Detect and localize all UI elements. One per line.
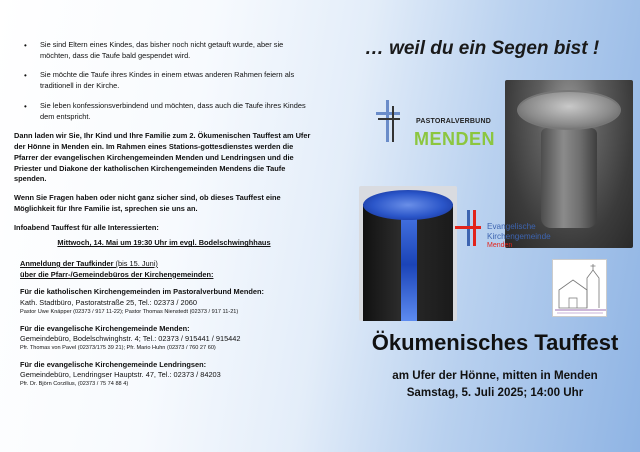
question-paragraph: Wenn Sie Fragen haben oder nicht ganz sicher sind, ob dieses Tauffest eine Möglichkeit für Ihre Familie ist, sprechen sie uns an. <box>14 193 281 213</box>
logo-text-menden-red: Menden <box>487 242 513 249</box>
contact-heading: Für die katholischen Kirchengemeinden im Pastoralverbund Menden: <box>20 287 264 297</box>
evangelische-kirchengemeinde-logo <box>455 206 575 266</box>
bullet-item: • Sie sind Eltern eines Kindes, das bisher noch nicht getauft wurde, aber sie möchten, dass die Taufe bald gespendet wird. <box>24 40 284 60</box>
contact-block <box>20 360 314 389</box>
contact-block <box>20 287 314 316</box>
event-location: am Ufer der Hönne, mitten in Menden <box>392 369 598 382</box>
logo-text-pastoralverbund: PASTORALVERBUND <box>416 118 491 125</box>
contact-office: Kath. Stadtbüro, Pastoratstraße 25, Tel.: 02373 / 2060 <box>20 298 197 308</box>
contact-persons: Pfr. Thomas von Pavel (02373/175 39 21); Pfr. Mario Huhn (02373 / 760 27 60) <box>20 344 216 351</box>
event-title: Ökumenisches Tauffest <box>371 330 619 355</box>
logo-text-kirchengemeinde: Kirchengemeinde <box>487 232 551 241</box>
registration-subheading: über die Pfarr-/Gemeindebüros der Kirchengemeinden: <box>20 269 214 279</box>
bullet-item: • Sie möchte die Taufe ihres Kindes in einem etwas anderen Rahmen feiern als traditionell in der Kirche. <box>24 70 295 91</box>
bullet-item: • Sie leben konfessionsverbindend und möchten, dass auch die Taufe ihres Kindes dem entspricht. <box>24 100 306 121</box>
bullet-icon: • <box>24 71 27 81</box>
blue-baptismal-font-photo <box>359 186 457 321</box>
contact-office: Gemeindebüro, Bodelschwinghstr. 4; Tel.: 02373 / 915441 / 915442 <box>20 334 241 344</box>
contact-persons: Pastor Uwe Knäpper (02373 / 917 11-22); Pastor Thomas Nienstedt (02373 / 917 11-21) <box>20 308 239 315</box>
info-title: Infoabend Tauffest für alle Interessierten: <box>14 222 159 232</box>
contact-office: Gemeindebüro, Lendringser Hauptstr. 47, Tel.: 02373 / 84203 <box>20 370 221 380</box>
bullet-icon: • <box>24 41 27 50</box>
bullet-icon: • <box>24 101 27 111</box>
info-date: Mittwoch, 14. Mai um 19:30 Uhr im evgl. Bodelschwinghhaus <box>57 238 271 248</box>
pastoralverbund-logo <box>372 96 500 166</box>
invite-paragraph: Dann laden wir Sie, Ihr Kind und Ihre Familie zum 2. Ökumenischen Tauffest am Ufer der Hönne in Menden ein. Im Rahmen eines Stations-gottesdienstes werden die Pfarrer der evangelischen Kirchengemeinden Menden und Lendringsen und die Priester und Diakone der katholischen Kirchengemeinden Mendens die Taufe spenden. <box>14 131 311 184</box>
church-sketch-image <box>552 259 607 317</box>
contact-heading: Für die evangelische Kirchengemeinde Lendringsen: <box>20 359 207 369</box>
registration-heading: Anmeldung der Taufkinder (bis 15. Juni) <box>20 259 158 269</box>
bullet-list <box>24 40 314 122</box>
event-subtitle <box>360 368 630 402</box>
contact-heading: Für die evangelische Kirchengemeinde Menden: <box>20 323 190 333</box>
event-date: Samstag, 5. Juli 2025; 14:00 Uhr <box>406 385 584 399</box>
left-column <box>14 40 314 389</box>
logo-text-menden: MENDEN <box>414 129 496 149</box>
contact-persons: Pfr. Dr. Björn Corzilius, (02373 / 75 74 88 4) <box>20 380 129 387</box>
contact-block <box>20 324 314 353</box>
headline: … weil du ein Segen bist ! <box>364 38 600 59</box>
logo-text-evangelische: Evangelische <box>487 222 536 231</box>
